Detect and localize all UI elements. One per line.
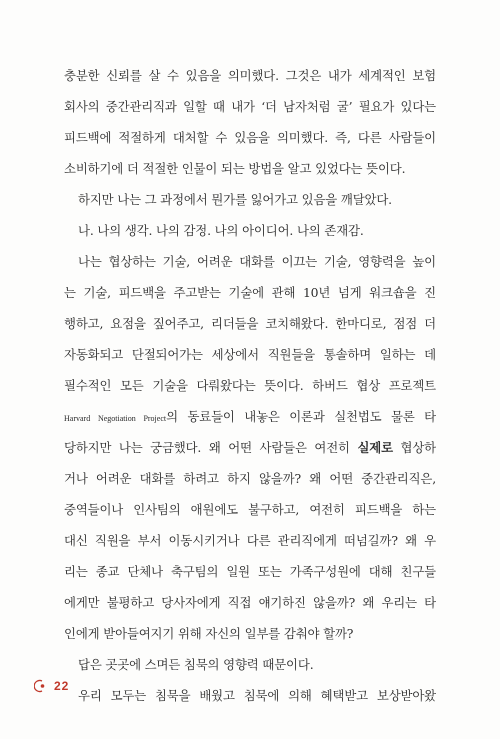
text-line xyxy=(64,525,436,556)
text-line xyxy=(64,587,436,618)
line-text: 필수적인 모든 기술을 다뤄왔다는 뜻이다. 하버드 협상 프로젝트 xyxy=(64,378,436,393)
line-text: 에게만 불평하고 당사자에게 직접 얘기하진 않을까? 왜 우리는 타 xyxy=(64,595,436,610)
line-text: 리는 종교 단체나 축구팀의 일원 또는 가족구성원에 대해 친구들 xyxy=(64,564,436,579)
text-line xyxy=(64,401,436,432)
text-line xyxy=(64,91,436,122)
page-number-ornament-icon xyxy=(34,679,46,693)
emphasis-text: 실제로 xyxy=(357,440,393,455)
line-text: 회사의 중간관리직과 일할 때 내가 ‘더 남자처럼 굴’ 필요가 있다는 xyxy=(64,99,436,114)
text-line xyxy=(64,649,436,680)
text-line xyxy=(64,60,436,91)
line-text: 당하지만 나는 궁금했다. 왜 어떤 사람들은 여전히 xyxy=(64,440,358,455)
line-text: 는 기술, 피드백을 주고받는 기술에 관해 10년 넘게 워크숍을 진 xyxy=(64,285,436,300)
text-line xyxy=(64,308,436,339)
line-text: 협상하 xyxy=(392,440,436,455)
line-text: 행하고, 요점을 짚어주고, 리더들을 코치해왔다. 한마디로, 점점 더 xyxy=(64,316,436,331)
line-text: 중역들이나 인사팀의 애원에도 불구하고, 여전히 피드백을 하는 xyxy=(64,502,436,517)
line-text: 답은 곳곳에 스며든 침묵의 영향력 때문이다. xyxy=(78,657,314,672)
line-text: 소비하기에 더 적절한 인물이 되는 방법을 알고 있었다는 뜻이다. xyxy=(64,161,406,176)
line-text: 대신 직원을 부서 이동시키거나 다른 관리직에게 떠넘길까? 왜 우 xyxy=(64,533,436,548)
text-line xyxy=(64,463,436,494)
text-line xyxy=(64,184,436,215)
text-line xyxy=(64,370,436,401)
text-line xyxy=(64,246,436,277)
line-text: 인에게 받아들여지기 위해 자신의 일부를 감춰야 할까? xyxy=(64,626,354,641)
body-text xyxy=(64,60,436,711)
line-text: 피드백에 적절하게 대처할 수 있음을 의미했다. 즉, 다른 사람들이 xyxy=(64,130,436,145)
line-text: 자동화되고 단절되어가는 세상에서 직원들을 통솔하며 일하는 데 xyxy=(64,347,436,362)
text-line xyxy=(64,432,436,463)
line-text: 의 동료들이 내놓은 이론과 실천법도 물론 타 xyxy=(166,409,436,424)
text-line xyxy=(64,618,436,649)
text-line xyxy=(64,153,436,184)
line-text: 하지만 나는 그 과정에서 뭔가를 잃어가고 있음을 깨달았다. xyxy=(78,192,392,207)
text-line xyxy=(64,556,436,587)
text-line xyxy=(64,122,436,153)
line-text: 우리 모두는 침묵을 배웠고 침묵에 의해 혜택받고 보상받아왔 xyxy=(78,688,436,703)
text-line xyxy=(64,494,436,525)
text-line xyxy=(64,680,436,711)
line-text: 충분한 신뢰를 살 수 있음을 의미했다. 그것은 내가 세계적인 보험 xyxy=(64,68,436,83)
page-folio xyxy=(34,676,69,696)
line-text: 거나 어려운 대화를 하려고 하지 않을까? 왜 어떤 중간관리직은, xyxy=(64,471,436,486)
line-text: 나. 나의 생각. 나의 감정. 나의 아이디어. 나의 존재감. xyxy=(78,223,364,238)
english-term: Harvard Negotiation Project xyxy=(64,414,167,423)
text-line xyxy=(64,215,436,246)
line-text: 나는 협상하는 기술, 어려운 대화를 이끄는 기술, 영향력을 높이 xyxy=(78,254,436,269)
page-number: 22 xyxy=(54,679,70,693)
text-line xyxy=(64,339,436,370)
text-line xyxy=(64,277,436,308)
